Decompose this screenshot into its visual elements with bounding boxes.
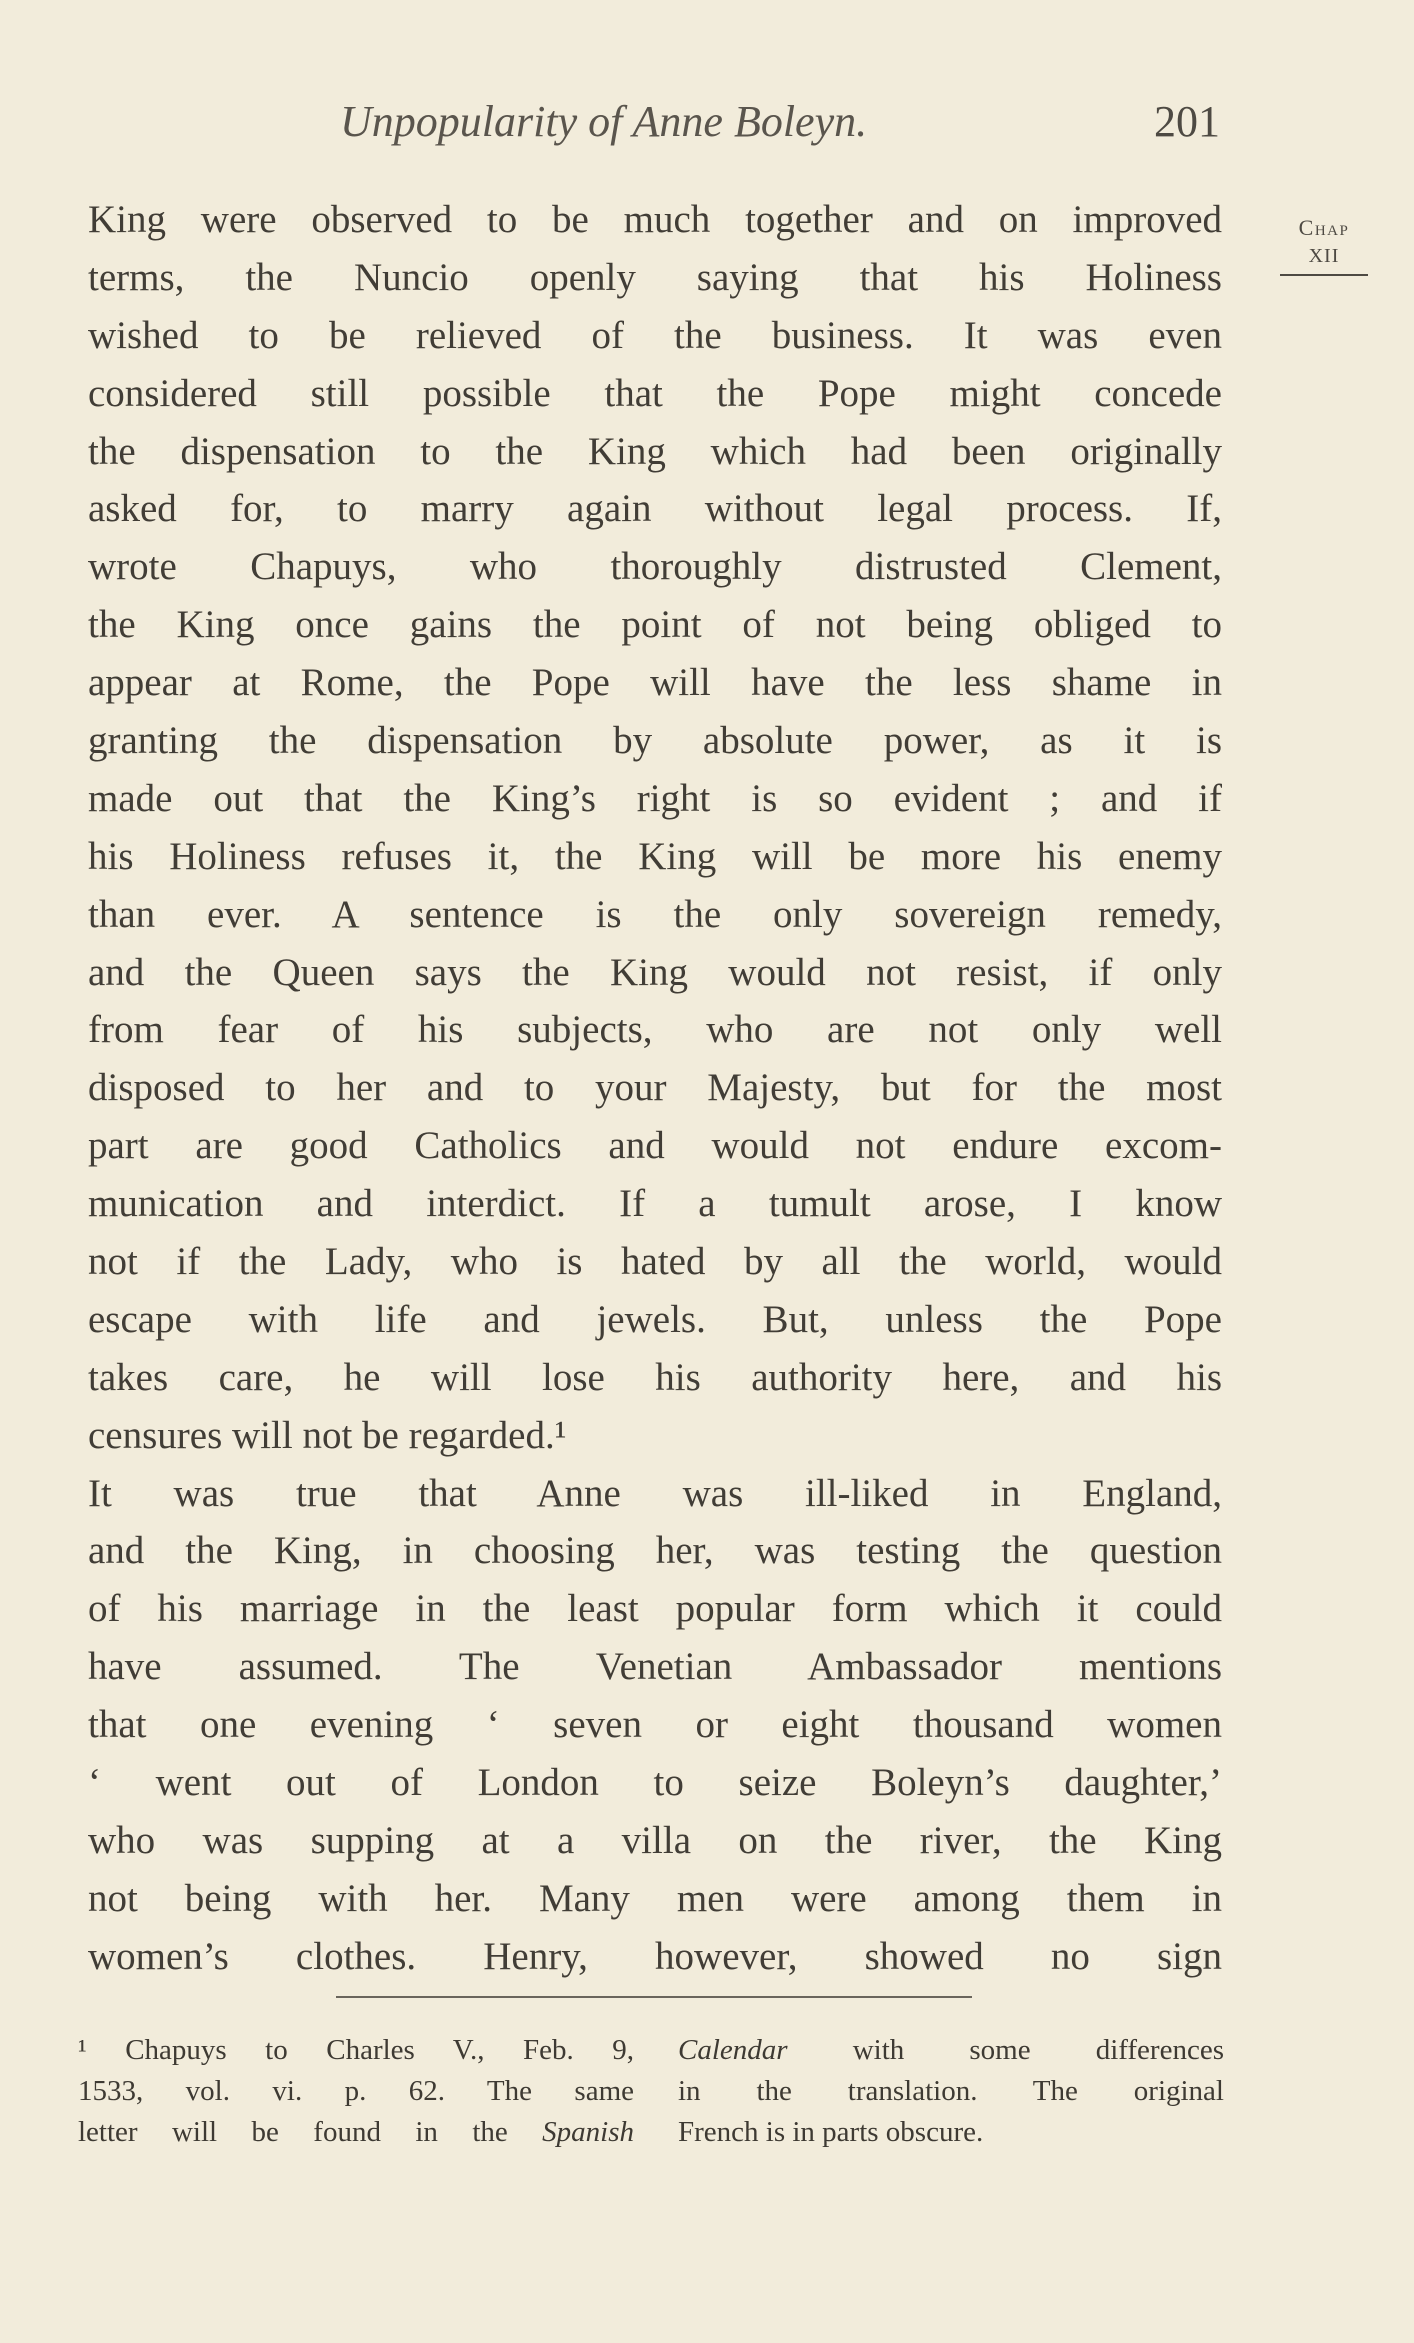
text-line: who was supping at a villa on the river, the King xyxy=(88,1818,1222,1862)
running-title: Unpopularity of Anne Boleyn. xyxy=(340,97,868,146)
text-line: wished to be relieved of the business. It was even xyxy=(88,313,1222,357)
text-line: granting the dispensation by absolute power, as it is xyxy=(88,719,1222,763)
footnotes xyxy=(78,2030,1224,2190)
text-line: than ever. A sentence is the only sovereign remedy, xyxy=(88,892,1222,936)
text-line: It was true that Anne was ill-liked in England, xyxy=(88,1471,1222,1515)
text-line: of his marriage in the least popular form which it could xyxy=(88,1587,1222,1631)
text-line: and the King, in choosing her, was testing the question xyxy=(88,1529,1222,1573)
footnote-line: in the translation. The original xyxy=(678,2075,1224,2107)
text-line: women’s clothes. Henry, however, showed no sign xyxy=(88,1934,1222,1978)
chapter-number: XII xyxy=(1280,242,1368,276)
text-line: not if the Lady, who is hated by all the world, would xyxy=(88,1240,1222,1284)
footnote-line: ¹ Chapuys to Charles V., Feb. 9, xyxy=(78,2034,634,2066)
text-line: have assumed. The Venetian Ambassador mentions xyxy=(88,1645,1222,1689)
footnote-line xyxy=(678,2030,1224,2071)
text-line: escape with life and jewels. But, unless the Pope xyxy=(88,1297,1222,1341)
footnote-column-left xyxy=(78,2030,634,2153)
page-number: 201 xyxy=(1154,97,1220,146)
text-line: munication and interdict. If a tumult arose, I know xyxy=(88,1182,1222,1226)
footnote-italic-text: Spanish xyxy=(542,2116,635,2148)
text-line: asked for, to marry again without legal process. If, xyxy=(88,487,1222,531)
footnote-line: 1533, vol. vi. p. 62. The same xyxy=(78,2075,634,2107)
body-text xyxy=(88,191,1222,1986)
text-line: appear at Rome, the Pope will have the less shame in xyxy=(88,661,1222,705)
text-line: considered still possible that the Pope might concede xyxy=(88,371,1222,415)
text-line: part are good Catholics and would not endure excom- xyxy=(88,1124,1222,1168)
text-line: takes care, he will lose his authority here, and his xyxy=(88,1355,1222,1399)
text-line: King were observed to be much together and on improved xyxy=(88,198,1222,241)
footnote-divider xyxy=(336,1996,972,1998)
text-line: from fear of his subjects, who are not only well xyxy=(88,1008,1222,1052)
text-line: the King once gains the point of not being obliged to xyxy=(88,603,1222,647)
footnote-column-right xyxy=(678,2030,1224,2153)
footnote-line xyxy=(78,2112,634,2153)
footnote-text: letter will be found in the xyxy=(78,2116,508,2148)
footnote-italic-text: Calendar xyxy=(678,2034,788,2066)
text-line: wrote Chapuys, who thoroughly distrusted Clement, xyxy=(88,545,1222,589)
chapter-label: Chap xyxy=(1298,215,1350,240)
text-line: and the Queen says the King would not resist, if only xyxy=(88,950,1222,994)
text-line: ‘ went out of London to seize Boleyn’s daughter,’ xyxy=(88,1761,1222,1805)
footnote-line: French is in parts obscure. xyxy=(678,2116,984,2148)
text-line: not being with her. Many men were among them in xyxy=(88,1876,1222,1920)
text-line: his Holiness refuses it, the King will be more his enemy xyxy=(88,834,1222,878)
text-line: made out that the King’s right is so evident ; and if xyxy=(88,776,1222,820)
text-line: terms, the Nuncio openly saying that his Holiness xyxy=(88,255,1222,299)
text-line: censures will not be regarded.¹ xyxy=(88,1413,567,1457)
text-line: disposed to her and to your Majesty, but for the most xyxy=(88,1066,1222,1110)
footnote-text: with some differences xyxy=(852,2034,1224,2066)
text-line: the dispensation to the King which had been originally xyxy=(88,429,1222,473)
text-line: that one evening ‘ seven or eight thousand women xyxy=(88,1703,1222,1747)
running-head xyxy=(340,96,1220,156)
chapter-margin-note xyxy=(1276,214,1372,276)
